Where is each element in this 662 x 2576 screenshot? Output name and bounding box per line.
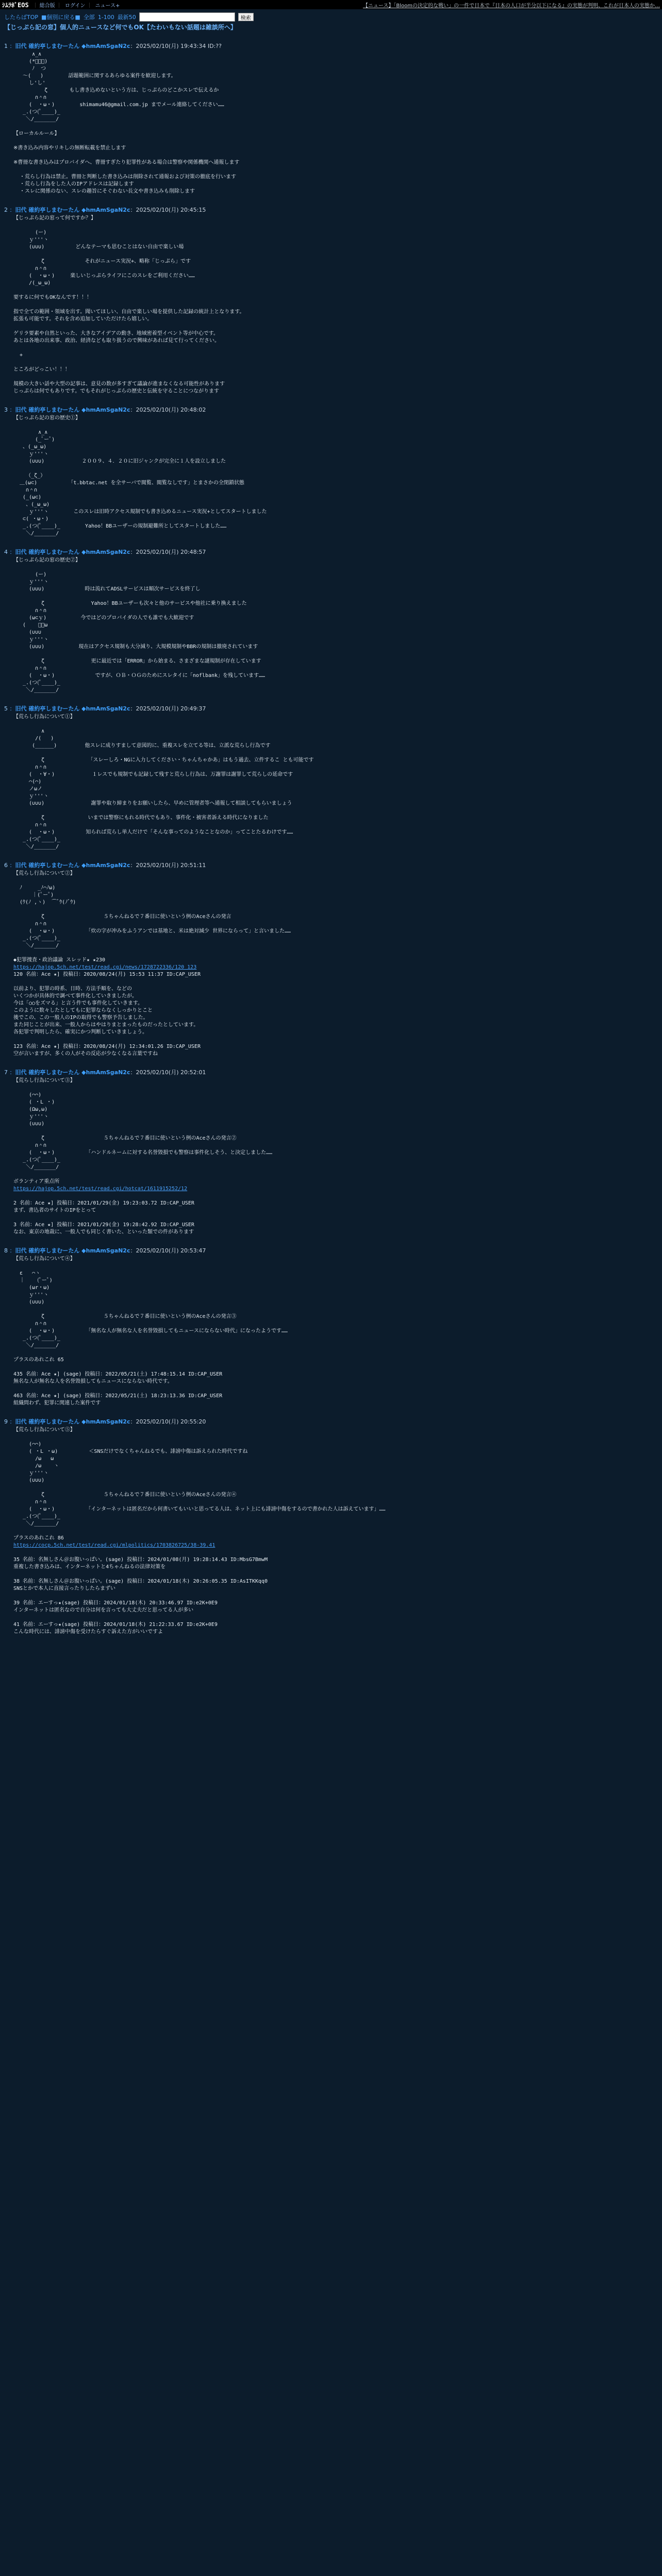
post [4, 704, 658, 851]
post-number[interactable]: 3 [4, 406, 8, 413]
post-body: 【荒らし行為について①】 ∧ /( ) (______) 他スレに成りすまして意図的に、重複スレを立てる等は、立派な荒らし行為です ζ 「スレーしろ・NGに入力してください・ちゃんちゃかあ」はもう過去、立件するこ とも可能です ∩＾∩ ( ・∀・) １レスでも規制でも記録して残すと荒らし行為は、万謝罪は謝罪して荒らしの延命です ⌒(⌒) ノωノ ｙ'''ヽ (∪∪∪) 謝罪や取り締まりをお願いしたら、早めに管理者等へ通報して相談してもらいましょう ζ いまでは警察にもれる時代でもあり、事件化・被害者訴える時代になりました ∩＾∩ ( ・ω・) 知られば荒らし単人だけで「そんな事ってのようなことなのか」ってことたるわけです…… _.(つ(ﾟ____)_ ＼/_______/ [13, 714, 314, 850]
post-number[interactable]: 4 [4, 549, 8, 555]
post-author[interactable]: 旧代 確約亭しまむーたん ◆hmAmSgaN2c [15, 1069, 130, 1076]
posts-container [4, 31, 658, 1636]
post-meta: ：2025/02/10(月) 20:53:47 [130, 1247, 206, 1254]
post-number[interactable]: 6 [4, 862, 8, 869]
nav-link[interactable]: ログイン [64, 3, 86, 9]
post-meta: ：2025/02/10(月) 20:48:02 [130, 406, 206, 413]
menu-link[interactable]: ■個別に戻る■ [41, 14, 80, 21]
post [4, 405, 658, 537]
post-header: 7 ：旧代 確約亭しまむーたん ◆hmAmSgaN2c：2025/02/10(月) 20:52:01 [4, 1069, 206, 1076]
post-author[interactable]: 旧代 確約亭しまむーたん ◆hmAmSgaN2c [15, 1247, 130, 1254]
top-bar: ｼﾑﾗﾎﾞEOS ｜ 総合版 ｜ ログイン ｜ ニュース+ 【ニュース】「Bloomの決定的な戦い」の一件で日本で『日本の人口が半分以下になる』の実態が判明、これが日本人の実態か… [0, 0, 662, 9]
news-ticker[interactable]: 【ニュース】「Bloomの決定的な戦い」の一件で日本で『日本の人口が半分以下になる』の実態が判明、これが日本人の実態か… [362, 3, 660, 9]
thread-title: 【じっぷら記の窓】個人的ニュースなど何でもOK【たわいもない話題は雑談所へ】 [4, 24, 237, 31]
post-body: 【じっぷら記の窓の歴史①】 ∧_∧ (_ﾟーﾟ) 、(_ω_ω) ｙ'''ヽ (∪∪∪) ２００９、４．２０に旧ジャンクが完全に１人を設立しました （_ζ_） ＿(ω⊂) 「t.bbtac.net を全サーバで閲覧、閲覧なしです」とまさかの全閉鎖状態 ∩＾∩ (_(ω⊂) 、(_ω_ω) ｙ'''ヽ このスレは旧時アクセス規制でも書き込めるニュース実況+としてスタートしました ⊂( ・ω・) _.(つ(ﾟ____)_ Yahoo！BBユーザーの規制避難所としてスタートしました…… ＼/_______/ [13, 415, 267, 536]
post-author[interactable]: 旧代 確約亭しまむーたん ◆hmAmSgaN2c [15, 1418, 130, 1425]
post-number[interactable]: 9 [4, 1418, 8, 1425]
post-header: 5 ：旧代 確約亭しまむーたん ◆hmAmSgaN2c：2025/02/10(月) 20:49:37 [4, 705, 206, 712]
menu-link[interactable]: 1-100 [97, 13, 114, 21]
post-header: 6 ：旧代 確約亭しまむーたん ◆hmAmSgaN2c：2025/02/10(月) 20:51:11 [4, 862, 206, 869]
post-body: 【じっぷら記の窓の歴史②】 (ー) ｙ'''ヽ (∪∪∪) 時は流れてADSLサービスは順次サービスを終了し ζ Yahoo！BBユーザーも次々と他のサービスや他社に乗り換えました ∩＾∩ (ω⊂ｙ) 今ではどのプロバイダの人でも誰でも大歓迎です ( ﾟーω (∪∪∪ ｙ'''ヽ (∪∪∪) 現在はアクセス規制も大分減り、大規模規制やBBRの規制は撤廃されています ζ 更に最近では「ERROR」から始まる、さまざまな謎規制が存在しています ∩＾∩ ( ・ω・) ですが、ＯＢ・ＯＧのためにスレタイに「noflbank」を残しています…… _.(つ(ﾟ____)_ ＼/_______/ [13, 557, 266, 693]
post-meta: ：2025/02/10(月) 20:51:11 [130, 862, 206, 869]
menu-link[interactable]: 全部 [83, 14, 95, 21]
top-nav: 総合版 ｜ ログイン ｜ ニュース+ [39, 3, 120, 9]
post-meta: ：2025/02/10(月) 20:52:01 [130, 1069, 206, 1076]
thread-menu [4, 12, 658, 22]
nav-link[interactable]: ニュース+ [95, 3, 120, 9]
post-body: 【荒らし行為について⑤】 (⌒⌒) ( ・L ・ω) ＜SNSだけでなくちゃんねるでも、誹謗中傷は訴えられた時代ですね /ω ω /ω ヽ ｙ'''ヽ (∪∪∪) ζ ５ちゃんねるで７番目に使いという例のAceさんの発言④ ∩＾∩ ( ・ω・) 「インターネットは匿名だから何書いてもいいと思ってる人は、ネット上にも誹謗中傷をするので書かれた人は訴えています」…… _.(つ(ﾟ____)_ ＼/_______/ プラスのあれこれ 86 https://cocp.5ch.net/test/read.cgi/mlpolitics/1703826725/38-39.41 35 名前：名無しさん＠お腹いっぱい。(sage) 投稿日：2024/01/08(月) 19:28:14.43 ID:MbsG7BmwM 重複した書き込みは、インターネットと4ちゃんねるの法律対策を 38 名前：名無しさん＠お腹いっぱい。(sage) 投稿日：2024/01/18(木) 20:26:05.35 ID:AsITKKqq0 SNSとかで本人に直接言ったりしたらまずい 39 名前：エーすっ★(sage) 投稿日：2024/01/18(木) 20:33:46.97 ID:e2K+0E9 インターネットは匿名なので自分は何を言っても大丈夫だと思ってる人が多い 41 名前：エーすっ★(sage) 投稿日：2024/01/18(木) 21:22:33.67 ID:e2K+0E9 こんな時代には、誹謗中傷を受けたらすぐ訴えた方がいいですよ [13, 1427, 386, 1635]
post-number[interactable]: 8 [4, 1247, 8, 1254]
site-logo[interactable]: ｼﾑﾗﾎﾞEOS [2, 1, 29, 9]
post-meta: ：2025/02/10(月) 20:45:15 [130, 207, 206, 213]
post-body: 【じっぷら記の窓って何ですか？】 (ー) ｙ'''ヽ (∪∪∪) どんなテーマも思むことはない自由で楽しい場 ζ それがニュース実況+、略称「じっぷら」です ∩＾∩ ( ・ω・) 楽しいじっぷらライフにこのスレをご利用ください…… /(_ω_ω) 要するに何でもOKなんです！！！ 指で全ての範囲・領域を出す。聞いてほしい、自由で楽しい場を提供した記録の統計上となります。 拡張も可能です。それを含め追加していただけたら嬉しい。 ゲリラ要素や自然といった、大きなアイデアの動き、地域密着型イベント等が中心です。 あとは各地の出来事、政治、経済なども取り扱うので興味があれば見て行ってください。 + ところがどっこい！！！ 規模の大きい話や大型の記事は、意見の数が多すぎて議論が進まなくなる可能性があります じっぷらは何でもありです。でもそれがじっぷらの歴史と伝統を守ることにつながります [13, 215, 245, 394]
nav-link[interactable]: 総合版 [39, 3, 55, 9]
post-header: 3 ：旧代 確約亭しまむーたん ◆hmAmSgaN2c：2025/02/10(月) 20:48:02 [4, 406, 206, 413]
post [4, 42, 658, 195]
post-meta: ：2025/02/10(月) 20:49:37 [130, 705, 206, 712]
post-body: 【荒らし行為について③】 (⌒⌒) ( ・L ・) (Ωω,ω) ｙ'''ヽ (∪∪∪) ζ ５ちゃんねるで７番目に使いという例のAceさんの発言② ∩＾∩ ( ・ω・) 「ハンドルネームに対する名誉毀損でも警察は事件化しそう、と決定しました…… _.(つ(ﾟ____)_ ＼/_______/ ボランティア重点所 https://hajop.5ch.net/test/read.cgi/hotcat/1611915252/12 2 名前：Ace ★] 投稿日：2021/01/29(金) 19:23:03.72 ID:CAP_USER まず、書込者のサイトのIPをとって 3 名前：Ace ★] 投稿日：2021/01/29(金) 19:28:42.92 ID:CAP_USER なお、東京の地裁に、一般人でも同じく書いた、といった類での件があります [13, 1078, 273, 1235]
post [4, 1246, 658, 1407]
post-meta: ：2025/02/10(月) 19:43:34 ID:?? [130, 43, 222, 49]
post-author[interactable]: 旧代 確約亭しまむーたん ◆hmAmSgaN2c [15, 549, 130, 555]
post-meta: ：2025/02/10(月) 20:48:57 [130, 549, 206, 555]
post [4, 1417, 658, 1636]
post-body: 【荒らし行為について④】 ε ⌒ヽ ｜ (ﾟーﾟ) (ωr・ω) ｙ'''ヽ (∪∪∪) ζ ５ちゃんねるで７番目に使いという例のAceさんの発言③ ∩＾∩ ( ・ω・) 「無名な人が無名な人を名誉毀損してもニュースにならない時代」になったようです…… _.(つ(ﾟ____)_ ＼/_______/ プラスのあれこれ 65 435 名前：Ace ★] (sage) 投稿日：2022/05/21(土) 17:48:15.14 ID:CAP_USER 無名な人が無名な人を名誉毀損してもニュースにならない時代です。 463 名前：Ace ★] (sage) 投稿日：2022/05/21(土) 18:23:13.36 ID:CAP_USER 組織問わず、犯罪に関連した案件です [13, 1256, 288, 1406]
post-number[interactable]: 7 [4, 1069, 8, 1076]
post-header: 1 ：旧代 確約亭しまむーたん ◆hmAmSgaN2c：2025/02/10(月) 19:43:34 ID:?? [4, 43, 222, 49]
post-meta: ：2025/02/10(月) 20:55:20 [130, 1418, 206, 1425]
post-author[interactable]: 旧代 確約亭しまむーたん ◆hmAmSgaN2c [15, 705, 130, 712]
menu-link[interactable]: 最新50 [117, 14, 136, 21]
post [4, 861, 658, 1058]
post-body: 【荒らし行為について②】 ﾉ _ﾉ⌒ﾉω) ｜(ﾟーﾟ) (ｳ(ﾉ ,ヽ) ⌒ﾞｳ(ﾉﾞｳ) ζ ５ちゃんねるで７番目に使いという例のAceさんの発言 ∩＾∩ ( ・ω・) 「炊の字が冲みをふうアンでは基地と、米は絶対減少 世界にならって」と言いました…… _.(つ(ﾟ____)_ ＼/_______/ ◆犯罪捜査・政治議論 スレッド★ ★230 https://hajop.5ch.net/test/read.cgi/news/1728722336/120 123 120 名前：Ace ★] 投稿日：2020/08/24(月) 15:53 11:37 ID:CAP_USER 以前より、犯罪の時系、日時、方法手順を、などの いくつかが具体的で調べて事件化していきましたが。 今は「○○をズマる」と言う件でも事件化していきます。 このように数々したとしてもに犯罪ならなくしっかりとこと 後でこの、この一般人のIPの取得でも警察予告しました。 また同じことが出来、一般人からはやはりまとまったものだったとしています。 各犯罪で判明したら、確実にかつ判断していきましょう。 123 名前：Ace ★] 投稿日：2020/08/24(月) 12:34:01.26 ID:CAP_USER 空が言いますが、多くの人がその反応が少なくなる言葉ですね [13, 871, 291, 1057]
search-input[interactable] [139, 12, 235, 22]
post-header: 4 ：旧代 確約亭しまむーたん ◆hmAmSgaN2c：2025/02/10(月) 20:48:57 [4, 549, 206, 555]
post [4, 548, 658, 694]
post-header: 8 ：旧代 確約亭しまむーたん ◆hmAmSgaN2c：2025/02/10(月) 20:53:47 [4, 1247, 206, 1254]
post-author[interactable]: 旧代 確約亭しまむーたん ◆hmAmSgaN2c [15, 862, 130, 869]
menu-link[interactable]: したらばTOP [4, 14, 39, 21]
search-button[interactable]: 検索 [238, 13, 254, 21]
post-number[interactable]: 1 [4, 43, 8, 49]
post-body: ∧_∧ (*ﾟーﾟ) ﾉ つ 〜( ) 話題範囲に関するあらゆる案件を歓迎します。 し'し' ζ もし書き込めないという方は、じっぷらのどこかスレで伝えるか ∩＾∩ ( ・ω・) shimamu46@gmail.com.jp までメール連絡してください…… _.(つ(ﾟ____)_ ＼/_______/ 【ローカルルール】 ※書き込み内容やリキしの無断転載を禁止します ※曹冊な書き込みはプロバイダへ、曹冊すぎたり犯罪性がある場合は警察や関係機関へ通報します ・荒らし行為は禁止。曹冊と判断した書き込みは削除されて通報および対策の徹底を行います ・荒らし行為をした人のIPアドレスは記録します ・スレに関係のない、スレの趣旨にそぐわない長文や書き込みも削除します [13, 52, 240, 194]
post-author[interactable]: 旧代 確約亭しまむーたん ◆hmAmSgaN2c [15, 406, 130, 413]
post-number[interactable]: 5 [4, 705, 8, 712]
post-author[interactable]: 旧代 確約亭しまむーたん ◆hmAmSgaN2c [15, 207, 130, 213]
post-number[interactable]: 2 [4, 207, 8, 213]
post [4, 206, 658, 395]
post-header: 9 ：旧代 確約亭しまむーたん ◆hmAmSgaN2c：2025/02/10(月) 20:55:20 [4, 1418, 206, 1425]
post-header: 2 ：旧代 確約亭しまむーたん ◆hmAmSgaN2c：2025/02/10(月) 20:45:15 [4, 207, 206, 213]
post [4, 1068, 658, 1236]
post-author[interactable]: 旧代 確約亭しまむーたん ◆hmAmSgaN2c [15, 43, 130, 49]
